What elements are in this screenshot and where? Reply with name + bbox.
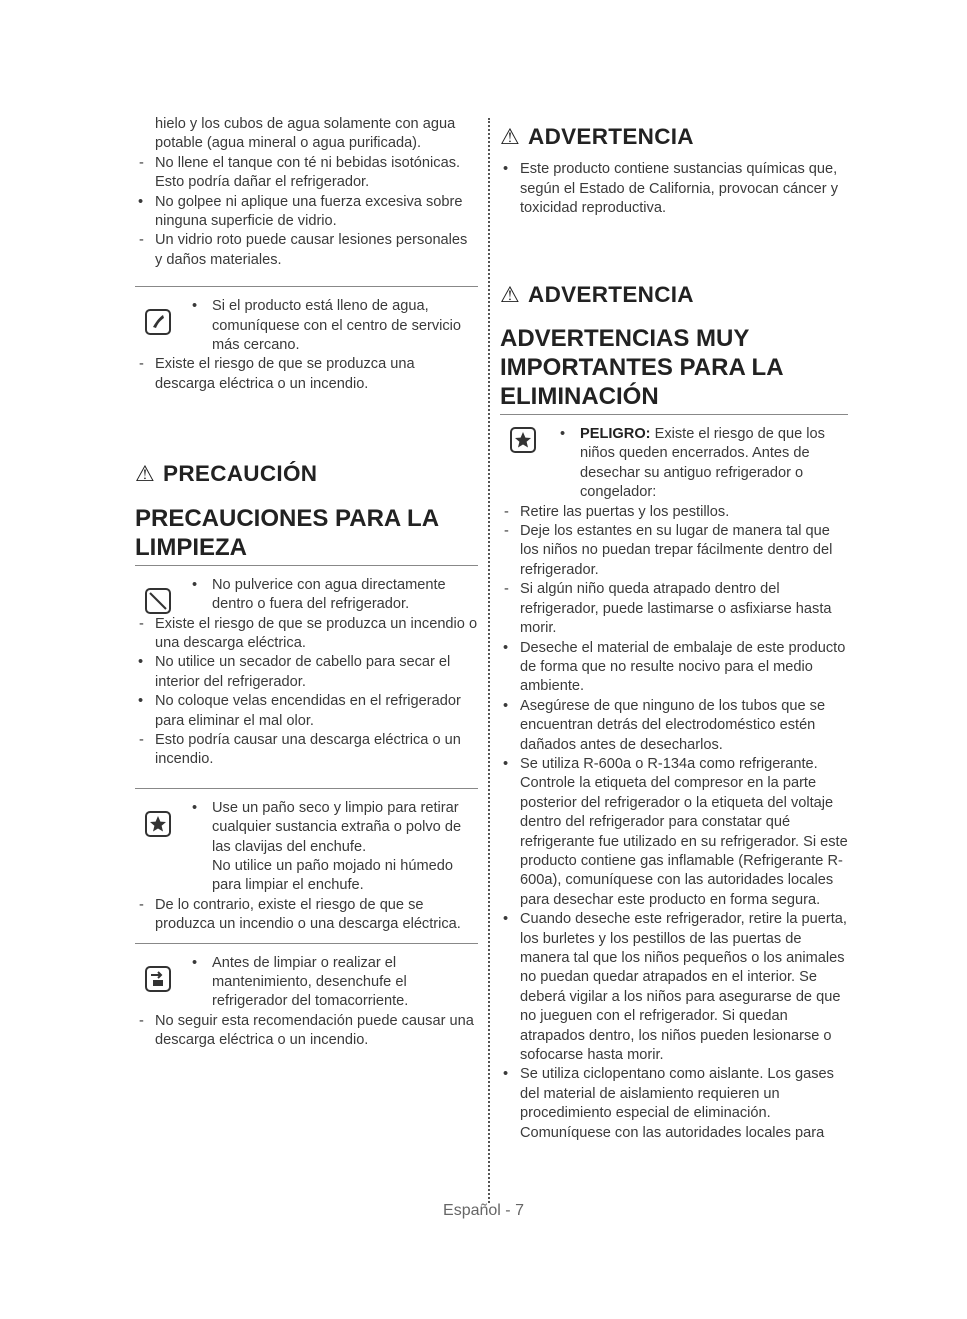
list-item: - Esto podría causar una descarga eléctrica o un incendio. (139, 731, 461, 768)
warning-heading: ⚠ ADVERTENCIA (500, 281, 694, 307)
caution-heading: ⚠ PRECAUCIÓN (135, 461, 318, 487)
note-danger (500, 414, 848, 503)
list-item: - No llene el tanque con té ni bebidas isotónicas. Esto podría dañar el refrigerador. (139, 154, 461, 191)
note-text: • Use un paño seco y limpio para retirar cualquier sustancia extraña o polvo de las clavijas del enchufe. (192, 799, 462, 855)
list-item: • No coloque velas encendidas en el refrigerador para eliminar el mal olor. (138, 693, 461, 729)
section-title: ADVERTENCIAS MUY IMPORTANTES PARA LA ELIMINACIÓN (500, 325, 783, 411)
note-unplug (135, 943, 478, 1051)
list-item: - Existe el riesgo de que se produzca un incendio o una descarga eléctrica. (139, 615, 478, 651)
section-title: PRECAUCIONES PARA LA LIMPIEZA (135, 504, 439, 561)
list-item: • Se utiliza ciclopentano como aislante. Los gases del material de aislamiento requieren un procedimiento especial de eliminación. Comuníquese con las autoridades locales para (503, 1066, 834, 1141)
list-item: hielo y los cubos de agua solamente con agua potable (agua mineral o agua purificada). (155, 116, 456, 152)
list-item: • Se utiliza R-600a o R-134a como refrigerante. Controle la etiqueta del compresor en la parte posterior del refrigerador o la etiqueta del voltaje dentro del refrigerador para constatar qué refrigerante fue utilizado en su refrigerador. Si este producto contiene gas inflamable (Refrigerante R-600a), comuníquese con las autoridades locales para desechar este producto en forma segura. (503, 755, 848, 908)
note-text: • Si el producto está lleno de agua, comuníquese con el centro de servicio más cercano. (192, 298, 462, 354)
warning-list (500, 160, 848, 218)
list-item: - No seguir esta recomendación puede causar una descarga eléctrica o un incendio. (139, 1012, 474, 1049)
list-item: • Cuando deseche este refrigerador, retire la puerta, los burletes y los pestillos de las puertas de manera tal que los niños pequeños o los animales no puedan quedar atrapados en el interior. Se deberá vigilar a los niños para asegurarse de que no jueguen con el refrigerador. Si quedan atrapados dentro, los niños pueden lesionarse o sofocarse hasta morir. (503, 911, 847, 1064)
right-column (500, 115, 848, 1143)
intro-list (135, 115, 478, 270)
note-no-spray (135, 565, 478, 770)
list-item: • No utilice un secador de cabello para secar el interior del refrigerador. (138, 654, 451, 690)
list-item: • No golpee ni aplique una fuerza excesiva sobre ninguna superficie de vidrio. (138, 193, 463, 230)
list-item: - Existe el riesgo de que se produzca una descarga eléctrica o un incendio. (139, 356, 415, 392)
list-item: - De lo contrario, existe el riesgo de que se produzca un incendio o una descarga eléctrica. (139, 896, 461, 933)
column-divider (488, 118, 490, 1203)
warning-triangle-icon: ⚠ (500, 124, 521, 149)
list-item: - Si algún niño queda atrapado dentro del refrigerador, puede lastimarse o asfixiarse hasta morir. (504, 581, 832, 637)
warning-heading: ⚠ ADVERTENCIA (500, 124, 694, 149)
note-text: • No pulverice con agua directamente dentro o fuera del refrigerador. (192, 576, 446, 613)
list-item: - Deje los estantes en su lugar de manera tal que los niños no puedan trepar fácilmente dentro del refrigerador. (504, 523, 833, 578)
page-footer: Español - 7 (443, 1202, 524, 1219)
list-item: - Retire las puertas y los pestillos. (504, 503, 730, 520)
note-text: No utilice un paño mojado ni húmedo para limpiar el enchufe. (212, 857, 453, 894)
note-clean-plug (135, 788, 478, 935)
warning-triangle-icon: ⚠ (135, 461, 156, 487)
note-text: • Antes de limpiar o realizar el mantenimiento, desenchufe el refrigerador del tomacorriente. (192, 954, 409, 1010)
disposal-list (500, 503, 848, 1143)
list-item: - Un vidrio roto puede causar lesiones personales y daños materiales. (139, 232, 468, 268)
note-service (135, 286, 478, 394)
list-item: • Este producto contiene sustancias químicas que, según el Estado de California, provocan cáncer y toxicidad reproductiva. (503, 161, 839, 217)
list-item: • Asegúrese de que ninguno de los tubos que se encuentran detrás del electrodoméstico estén dañados antes de desecharlos. (503, 697, 826, 753)
note-text: • PELIGRO: Existe el riesgo de que los niños queden encerrados. Antes de desechar su antiguo refrigerador o congelador: (560, 426, 825, 501)
list-item: • Deseche el material de embalaje de este producto de forma que no resulte nocivo para el medio ambiente. (503, 639, 846, 695)
left-column (135, 115, 478, 1051)
warning-triangle-icon: ⚠ (500, 281, 521, 307)
